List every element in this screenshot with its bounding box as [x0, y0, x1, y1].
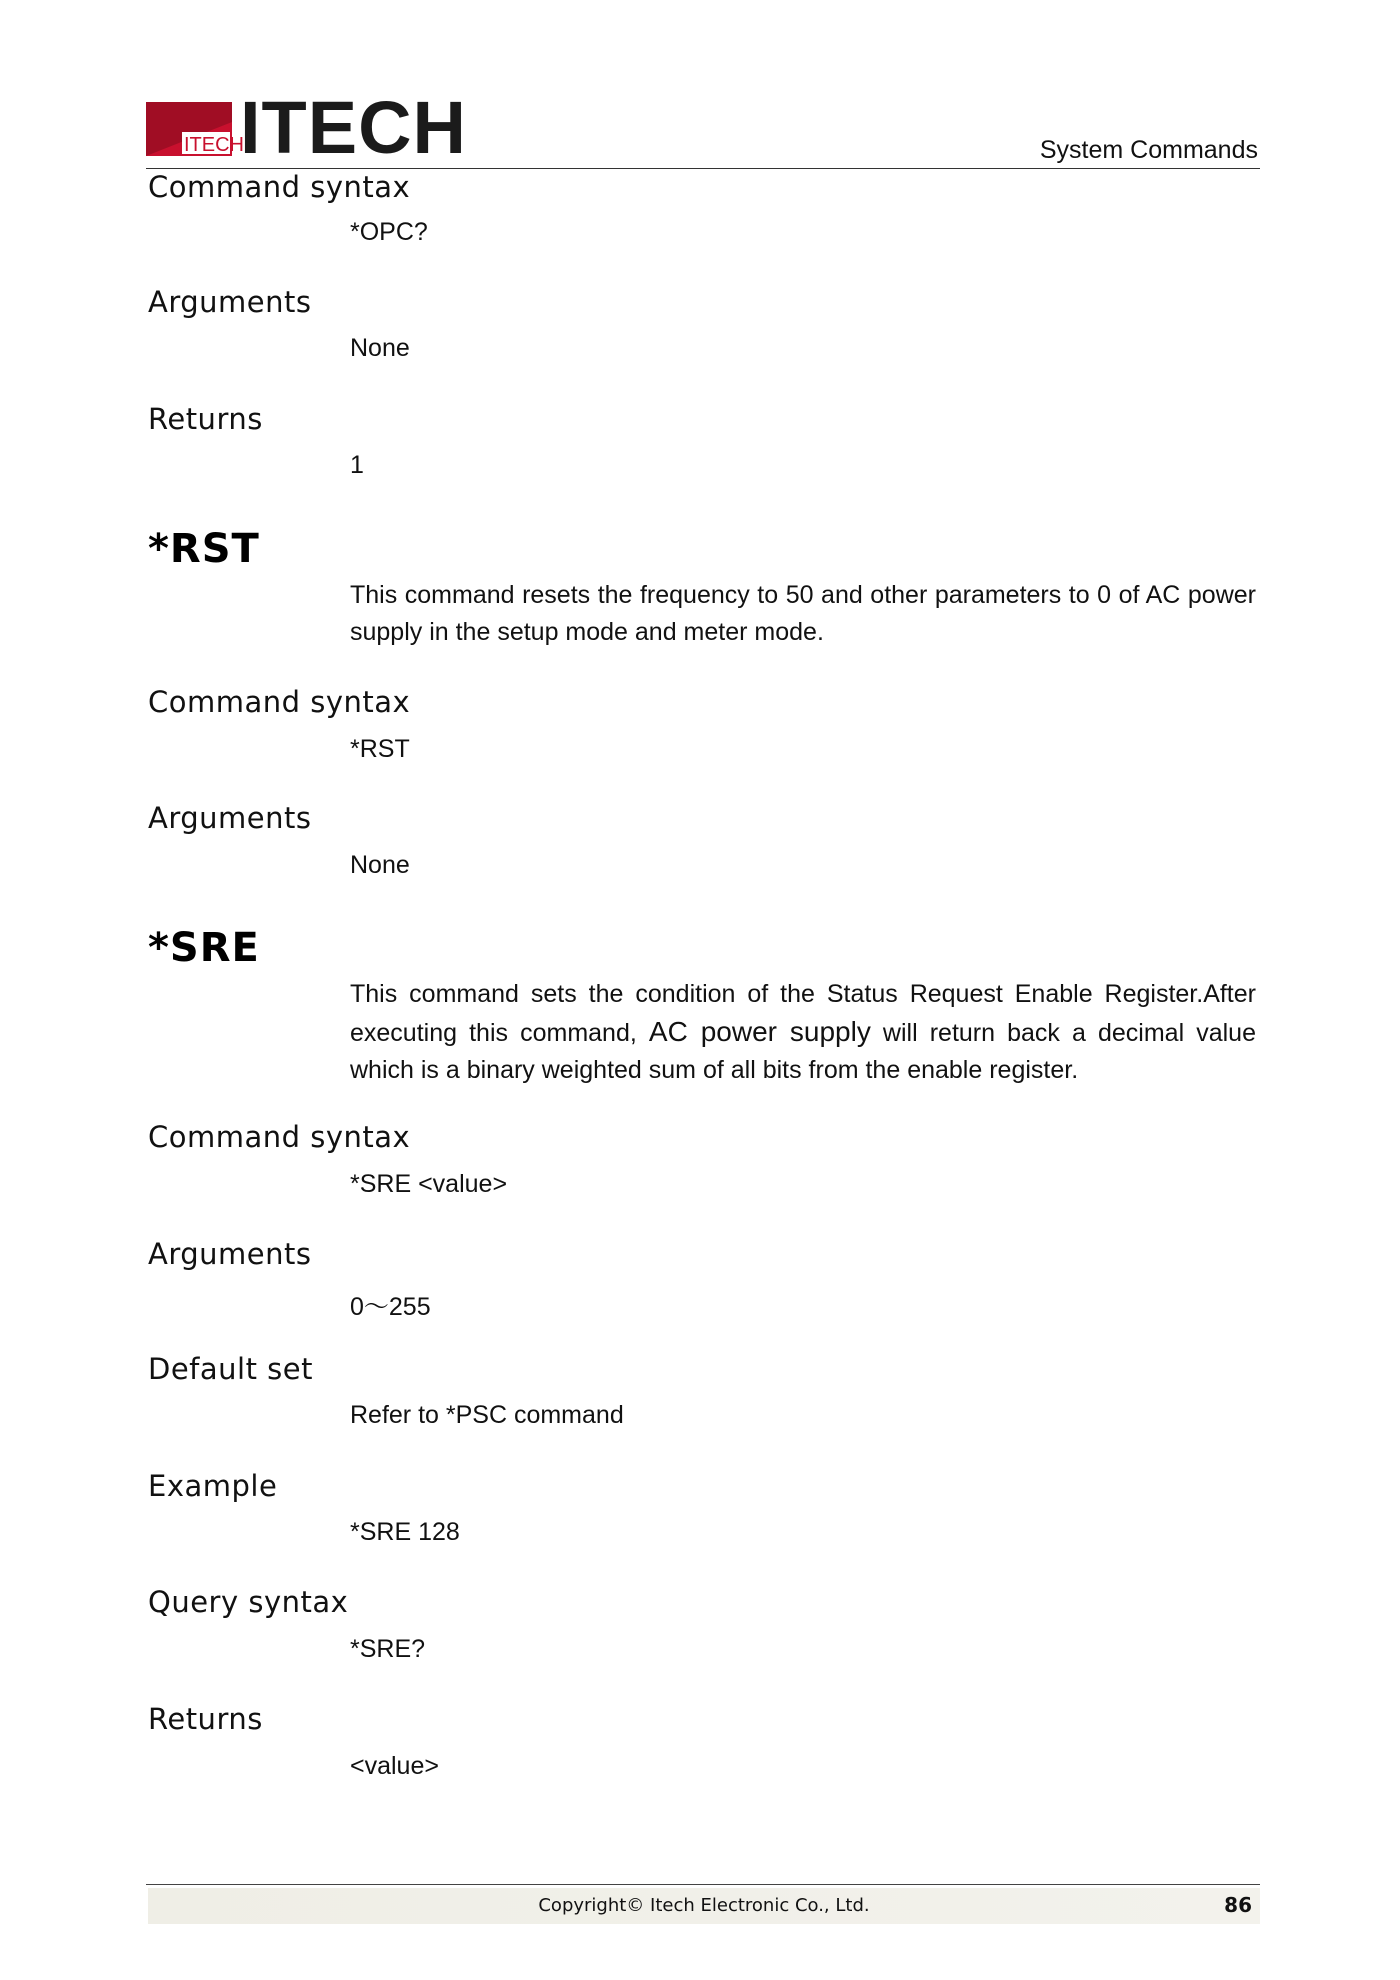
sre-description-part1: This command sets the condition of the Status Request Enable Register.After executing this command,: [350, 980, 1256, 1047]
header-divider: [146, 168, 1260, 169]
sre-default-set-value: Refer to *PSC command: [350, 1401, 624, 1429]
sre-arguments-value: 0～255: [350, 1293, 431, 1321]
page-number: 86: [1224, 1893, 1252, 1917]
page-header: [146, 86, 1260, 170]
page-footer: [148, 1888, 1260, 1924]
rst-arguments-value: None: [350, 851, 410, 879]
rst-command-heading: *RST: [148, 526, 260, 572]
sre-example-label: Example: [148, 1469, 278, 1503]
opc-command-syntax-label: Command syntax: [148, 170, 411, 204]
sre-description-highlight: AC power supply: [648, 1016, 871, 1047]
footer-divider: [146, 1884, 1260, 1885]
sre-command-syntax-value: *SRE <value>: [350, 1170, 508, 1198]
rst-description: This command resets the frequency to 50 and other parameters to 0 of AC power supply in the setup mode and meter mode.: [350, 581, 1256, 646]
sre-example-value: *SRE 128: [350, 1518, 460, 1546]
section-title: System Commands: [1039, 136, 1258, 164]
opc-command-syntax-value: *OPC?: [350, 218, 428, 246]
sre-query-syntax-value: *SRE?: [350, 1635, 426, 1663]
opc-returns-label: Returns: [148, 402, 263, 436]
sre-arguments-label: Arguments: [148, 1237, 312, 1271]
sre-command-heading: *SRE: [148, 925, 260, 971]
itech-logo: [146, 86, 467, 169]
itech-logo-mark: [146, 100, 244, 158]
sre-description-part2: will return back a decimal value which is a binary weighted sum of all bits from the enable register.: [350, 1019, 1256, 1084]
sre-default-set-label: Default set: [148, 1352, 313, 1386]
logo-wordmark: ITECH: [240, 86, 467, 169]
sre-returns-label: Returns: [148, 1702, 263, 1736]
sre-returns-value: <value>: [350, 1752, 439, 1780]
opc-arguments-value: None: [350, 334, 410, 362]
logo-mark-text: ITECH: [184, 134, 244, 156]
opc-returns-value: 1: [350, 451, 364, 479]
sre-description: [350, 976, 1256, 1089]
opc-arguments-label: Arguments: [148, 285, 312, 319]
footer-copyright: Copyright© Itech Electronic Co., Ltd.: [538, 1895, 870, 1916]
rst-arguments-label: Arguments: [148, 801, 312, 835]
rst-command-syntax-value: *RST: [350, 735, 410, 763]
sre-command-syntax-label: Command syntax: [148, 1120, 411, 1154]
sre-query-syntax-label: Query syntax: [148, 1585, 349, 1619]
rst-command-syntax-label: Command syntax: [148, 685, 411, 719]
